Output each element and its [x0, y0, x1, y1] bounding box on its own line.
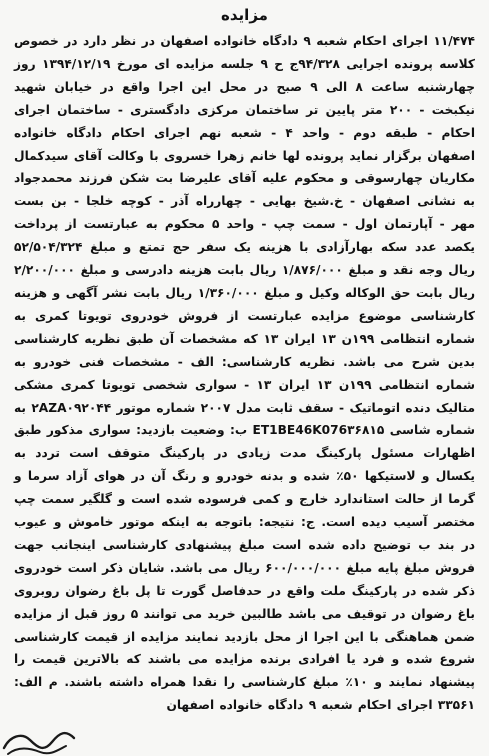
handwritten-mark — [0, 722, 90, 756]
notice-body: ۱۱/۴۷۴ اجرای احکام شعبه ۹ دادگاه خانواده اصفهان در نظر دارد در خصوص کلاسه پرونده اجرایی ۹۴/۳۲۸ج ح ۹ جلسه مزایده ای مورخ ۱۳۹۴/۱۲/۱۹ روز چهارشنبه ساعت ۸ الی ۹ صبح در محل این اجرا واقع در خیابان شهید نیکبخت - ۲۰۰ متر پایین تر ساختمان مرکزی دادگستری - ساختمان اجرای احکام - طبقه دوم - واحد ۴ - شعبه نهم اجرای احکام دادگاه خانواده اصفهان برگزار نماید پرونده لها خانم زهرا خسروی با وکالت آقای سیدکمال مکاریان چهارسوقی و محکوم علیه آقای علیرضا بت شکن فرزند محمدجواد به نشانی اصفهان - خ.شیخ بهایی - چهارراه آذر - کوچه خلجا - بن بست مهر - آپارتمان اول - سمت چپ - واحد ۵ محکوم به عبارتست از پرداخت یکصد عدد سکه بهارآزادی با هزینه یک سفر حج تمتع و مبلغ ۵۲/۵۰۴/۳۲۴ ریال وجه نقد و مبلغ ۱/۸۷۶/۰۰۰ ریال بابت هزینه دادرسی و مبلغ ۲/۲۰۰/۰۰۰ ریال بابت حق الوکاله وکیل و مبلغ ۱/۳۶۰/۰۰۰ ریال بابت نشر آگهی و هزینه کارشناسی موضوع مزایده عبارتست از فروش خودروی تویوتا کمری به شماره انتظامی ۱۹۹ن ۱۳ ایران ۱۳ که مشخصات آن طبق نظریه کارشناسی بدین شرح می باشد. نظریه کارشناسی: الف - مشخصات فنی خودرو به شماره انتظامی ۱۹۹ن ۱۳ ایران ۱۳ - سواری شخصی تویوتا کمری مشکی متالیک دنده اتوماتیک - سقف ثابت مدل ۲۰۰۷ شماره موتور ۲AZA۰۹۲۰۴۴ به شماره شاسی ET1BE46K076۳۶۸۱۵ ب: وضعیت بازدید: سواری مذکور طبق اظهارات مسئول پارکینگ مدت زیادی در پارکینگ متوقف است تردد به یکسال و لاستیکها ۵۰٪ شده و بدنه خودرو و رنگ آن در هوای آزاد سرما و گرما از حالت استاندارد خارج و کمی فرسوده شده است و گلگیر سمت چپ مختصر آسیب دیده است. ج: نتیجه: باتوجه به اینکه موتور خاموش و عیوب در بند ب توضیح داده شده است مبلغ پیشنهادی کارشناسی اینجانب جهت فروش مبلغ پایه مبلغ ۶۰۰/۰۰۰/۰۰۰ ریال می باشد. شایان ذکر است خودروی ذکر شده در پارکینگ ملت واقع در حدفاصل گورت تا پل باغ رضوان روبروی باغ رضوان در توقیف می باشد طالبین خرید می توانند ۵ روز قبل از مزایده ضمن هماهنگی با این اجرا از محل بازدید نمایند مزایده از قیمت کارشناسی شروع شده و فرد یا افرادی برنده مزایده می باشند که بالاترین قیمت را پیشنهاد نمایند و ۱۰٪ مبلغ کارشناسی را نقدا همراه داشته باشند. م الف: ۳۳۵۶۱ اجرای احکام شعبه ۹ دادگاه خانواده اصفهان — [14, 34, 476, 713]
notice-title: مزایده — [221, 6, 268, 24]
